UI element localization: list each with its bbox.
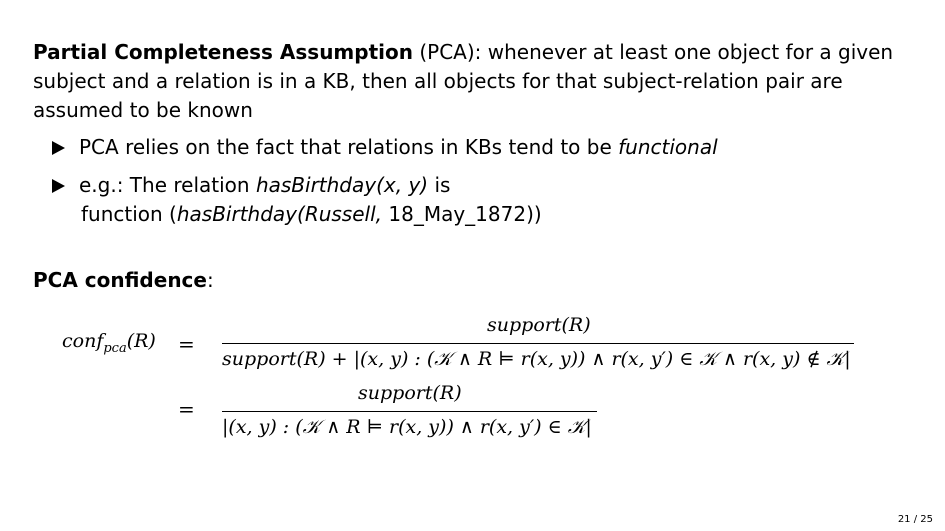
bullet-functional: [52, 133, 718, 162]
bullet-prefix: e.g.: The relation: [79, 173, 256, 197]
lhs-sub: pca: [103, 340, 127, 356]
equals-sign-2: =: [178, 397, 195, 421]
bullet-line2-emph: hasBirthday(Russell,: [176, 202, 383, 226]
bullet-text: PCA relies on the fact that relations in KBs tend to be: [79, 135, 619, 159]
pca-term: Partial Completeness Assumption: [33, 40, 413, 64]
bullet-suffix: is: [428, 173, 451, 197]
bullet-arrow-icon: [52, 179, 65, 193]
heading-colon: :: [206, 268, 214, 292]
bullet-example-continued: [81, 200, 542, 229]
bullet-line2-prefix: function (: [81, 202, 177, 226]
denominator-2: |(x, y) : (𝒦 ∧ R ⊨ r(x, y)) ∧ r(x, y′) ∈ 𝒦|: [222, 416, 592, 438]
bullet-arrow-icon: [52, 141, 65, 155]
numerator-1: support(R): [487, 314, 591, 336]
fraction-bar-2: [222, 411, 597, 412]
bullet-example: [52, 171, 450, 200]
numerator-2: support(R): [358, 382, 462, 404]
pca-definition-text: (PCA): whenever at least one object for a given subject and a relation is in a KB, then all objects for that subject-relation pair are assumed to be known: [33, 40, 894, 122]
equals-sign-1: =: [178, 332, 195, 356]
lhs-conf: conf: [62, 330, 104, 352]
bullet-line2-suffix: 18_May_1872)): [382, 202, 542, 226]
bullet-emph: hasBirthday(x, y): [255, 173, 429, 197]
formula-lhs: [62, 330, 156, 356]
pca-confidence-heading: [33, 266, 214, 295]
heading-text: PCA confidence: [33, 268, 207, 292]
bullet-emph: functional: [618, 135, 718, 159]
lhs-arg: (R): [126, 330, 156, 352]
pca-definition: [33, 38, 913, 125]
denominator-1: support(R) + |(x, y) : (𝒦 ∧ R ⊨ r(x, y)) ∧ r(x, y′) ∈ 𝒦 ∧ r(x, y) ∉ 𝒦|: [222, 348, 851, 370]
fraction-bar-1: [222, 343, 854, 344]
page-number: 21 / 25: [897, 514, 933, 525]
